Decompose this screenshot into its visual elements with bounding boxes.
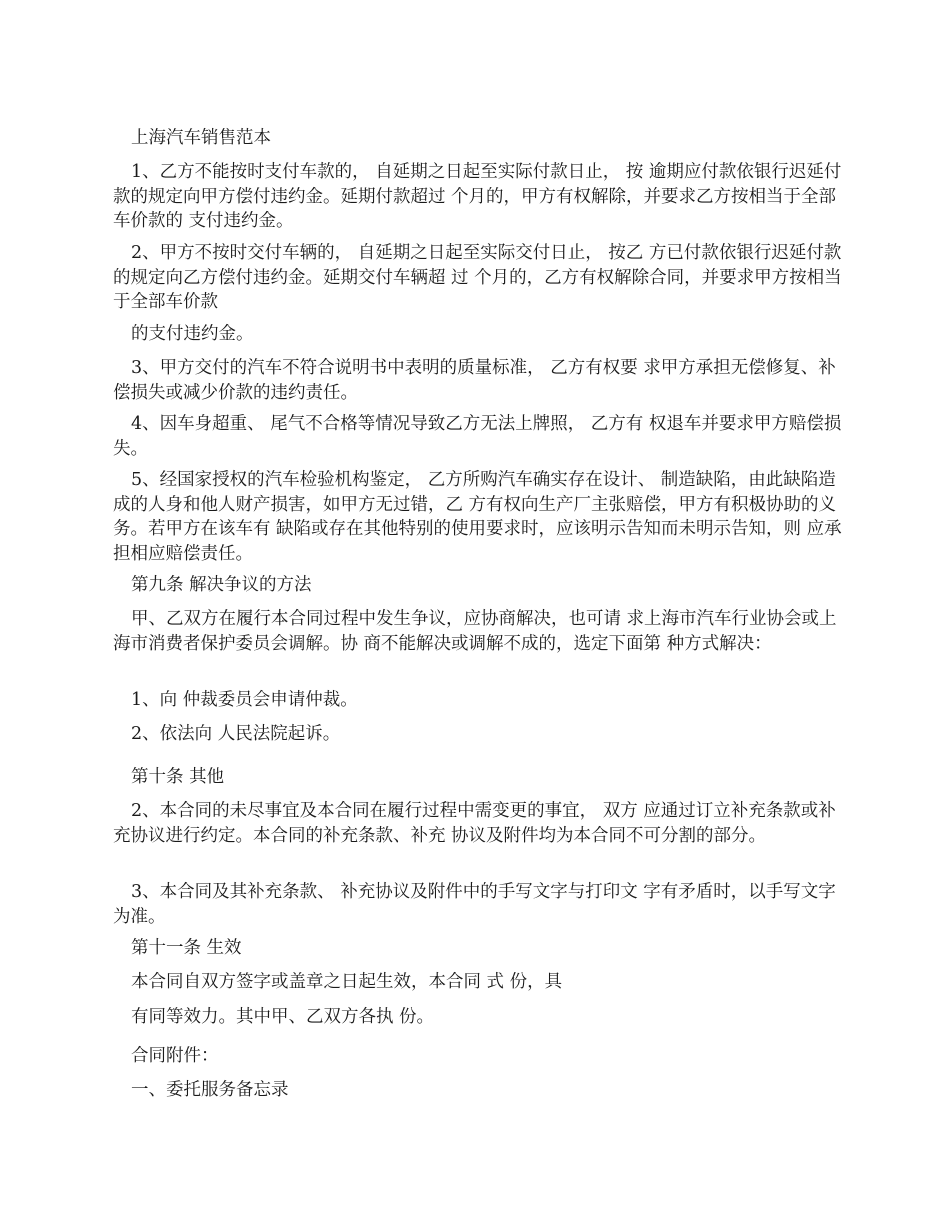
document-title: 上海汽车销售范本 xyxy=(131,128,271,148)
section-heading: 第十条 其他 xyxy=(131,767,225,787)
clause-paragraph: 1、向 仲裁委员会申请仲裁。 xyxy=(131,690,358,710)
clause-paragraph: 甲、乙双方在履行本合同过程中发生争议，应协商解决，也可请 求上海市汽车行业协会或上海市消费者保护委员会调解。协 商不能解决或调解不成的，选定下面第 种方式解决： xyxy=(113,609,837,654)
clause-paragraph-continuation: 的支付违约金。 xyxy=(131,324,254,344)
clause-paragraph: 2、甲方不按时交付车辆的， 自延期之日起至实际交付日止， 按乙 方已付款依银行迟延付款的规定向乙方偿付违约金。延期交付车辆超 过 个月的，乙方有权解除合同，并要求甲方按相当于全部车价款 xyxy=(113,243,842,312)
clause-paragraph: 5、经国家授权的汽车检验机构鉴定， 乙方所购汽车确实存在设计、 制造缺陷，由此缺陷造成的人身和他人财产损害，如甲方无过错，乙 方有权向生产厂主张赔偿，甲方有积极协助的义务。若甲方在该车有 缺陷或存在其他特别的使用要求时，应该明示告知而未明示告知，则 应承担相应赔偿责任。 xyxy=(113,470,842,564)
section-heading: 第十一条 生效 xyxy=(131,938,242,958)
clause-paragraph: 3、甲方交付的汽车不符合说明书中表明的质量标准， 乙方有权要 求甲方承担无偿修复、补偿损失或减少价款的违约责任。 xyxy=(113,358,836,403)
clause-paragraph: 3、本合同及其补充条款、 补充协议及附件中的手写文字与打印文 字有矛盾时，以手写文字为准。 xyxy=(113,882,836,927)
clause-paragraph: 2、依法向 人民法院起诉。 xyxy=(131,724,341,744)
clause-paragraph: 1、乙方不能按时支付车款的， 自延期之日起至实际付款日止， 按 逾期应付款依银行迟延付款的规定向甲方偿付违约金。延期付款超过 个月的，甲方有权解除，并要求乙方按相当于全部车价款的 支付违约金。 xyxy=(113,162,842,231)
clause-paragraph: 4、因车身超重、 尾气不合格等情况导致乙方无法上牌照， 乙方有 权退车并要求甲方赔偿损失。 xyxy=(113,414,842,459)
clause-paragraph: 2、本合同的未尽事宜及本合同在履行过程中需变更的事宜， 双方 应通过订立补充条款或补充协议进行约定。本合同的补充条款、补充 协议及附件均为本合同不可分割的部分。 xyxy=(113,801,836,846)
clause-paragraph: 有同等效力。其中甲、乙双方各执 份。 xyxy=(131,1007,435,1027)
attachments-heading: 合同附件： xyxy=(131,1046,219,1066)
section-heading: 第九条 解决争议的方法 xyxy=(131,575,312,595)
attachment-item: 一、委托服务备忘录 xyxy=(131,1080,289,1100)
clause-paragraph: 本合同自双方签字或盖章之日起生效，本合同 式 份，具 xyxy=(131,972,563,992)
